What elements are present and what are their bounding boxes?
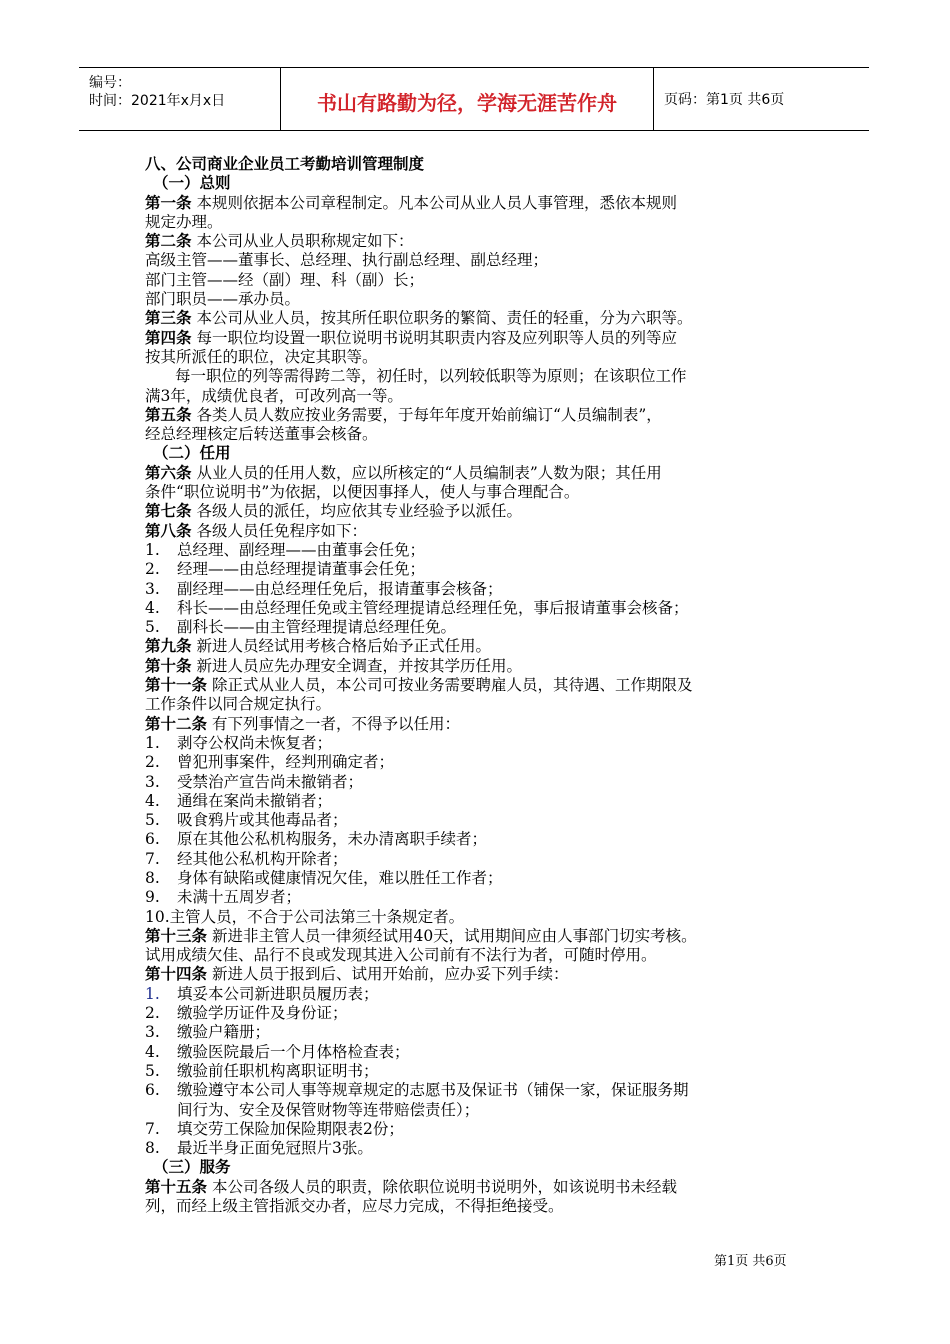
list-text: 吸食鸦片或其他毒品者； — [177, 811, 348, 830]
list-text: 副经理——由总经理任免后，报请董事会核备； — [177, 579, 503, 598]
article — [145, 927, 815, 946]
list-item — [145, 1062, 815, 1081]
list-number: 8. — [145, 868, 160, 887]
article-text: 新进非主管人员一律须经试用40天，试用期间应由人事部门切实考核。 — [211, 926, 697, 945]
article-continuation: 规定办理。 — [145, 212, 223, 231]
article-continuation: 列，而经上级主管指派交办者，应尽力完成，不得拒绝接受。 — [145, 1197, 564, 1216]
list-number: 1. — [145, 733, 160, 752]
article-continuation: 按其所派任的职位，决定其职等。 — [145, 347, 378, 366]
list-text: 经其他公私机构开除者； — [177, 849, 348, 868]
list-text: 缴验学历证件及身份证； — [177, 1004, 348, 1023]
page-header — [79, 67, 869, 131]
header-motto-cell — [281, 68, 654, 130]
article-text: 各类人员人数应按业务需要，于每年年度开始前编订“人员编制表”， — [196, 405, 662, 424]
list-item — [145, 850, 815, 869]
article-text: 本公司从业人员职称规定如下： — [196, 232, 414, 251]
list-text: 剥夺公权尚未恢复者； — [177, 733, 333, 752]
list-text: 间行为、安全及保管财物等连带赔偿责任）； — [177, 1100, 480, 1119]
document-title: 八、公司商业企业员工考勤培训管理制度 — [145, 155, 425, 173]
article-text: 除正式从业人员，本公司可按业务需要聘雇人员，其待遇、工作期限及 — [211, 676, 693, 695]
list-item — [145, 985, 815, 1004]
article — [145, 309, 815, 328]
article — [145, 232, 815, 251]
list-number: 4. — [145, 1042, 160, 1061]
article-number: 第十三条 — [145, 926, 208, 945]
document-number-label: 编号： — [89, 75, 131, 91]
list-item — [145, 753, 815, 772]
list-item — [145, 1004, 815, 1023]
list-text: 受禁治产宣告尚未撤销者； — [177, 772, 364, 791]
article-continuation: 部门主管——经（副）理、科（副）长； — [145, 270, 425, 289]
article-number: 第十四条 — [145, 965, 208, 984]
article-number: 第八条 — [145, 521, 192, 540]
list-item — [145, 773, 815, 792]
list-item — [145, 580, 815, 599]
article-text: 从业人员的任用人数，应以所核定的“人员编制表”人数为限；其任用 — [196, 463, 662, 482]
document-body — [145, 155, 815, 1216]
article-text: 有下列事情之一者，不得予以任用： — [211, 714, 460, 733]
article-number: 第六条 — [145, 463, 192, 482]
list-number: 3. — [145, 1023, 160, 1042]
article — [145, 1178, 815, 1197]
list-item — [145, 1139, 815, 1158]
article-number: 第十条 — [145, 656, 192, 675]
list-item — [145, 560, 815, 579]
list-text: 未满十五周岁者； — [177, 888, 302, 907]
article-continuation: 试用成绩欠佳、品行不良或发现其进入公司前有不法行为者，可随时停用。 — [145, 946, 657, 965]
article-text: 新进人员经试用考核合格后始予正式任用。 — [196, 637, 491, 656]
section-heading: （三）服务 — [153, 1158, 231, 1177]
article-text: 新进人员应先办理安全调查，并按其学历任用。 — [196, 656, 522, 675]
list-number: 2. — [145, 560, 160, 579]
section-heading: （一）总则 — [153, 174, 231, 193]
article-number: 第十五条 — [145, 1177, 208, 1196]
article-continuation: 条件“职位说明书”为依据，以便因事择人，使人与事合理配合。 — [145, 483, 580, 502]
article-number: 第三条 — [145, 309, 192, 328]
article — [145, 406, 815, 425]
document-time-label: 时间：2021年x月x日 — [89, 93, 226, 109]
list-text: 总经理、副经理——由董事会任免； — [177, 540, 426, 559]
list-item — [145, 734, 815, 753]
article-text: 本公司各级人员的职责，除依职位说明书说明外，如该说明书未经载 — [211, 1177, 677, 1196]
article-number: 第七条 — [145, 502, 192, 521]
list-text: 副科长——由主管经理提请总经理任免。 — [177, 618, 457, 637]
list-number: 2. — [145, 1004, 160, 1023]
article-continuation: 经总经理核定后转送董事会核备。 — [145, 425, 378, 444]
list-item — [145, 830, 815, 849]
article-continuation: 高级主管——董事长、总经理、执行副总经理、副总经理； — [145, 251, 549, 270]
article-number: 第十一条 — [145, 676, 208, 695]
article-number: 第一条 — [145, 193, 192, 212]
list-number: 7. — [145, 849, 160, 868]
list-number: 3. — [145, 579, 160, 598]
list-item — [145, 792, 815, 811]
list-number: 9. — [145, 888, 160, 907]
list-number: 5. — [145, 1061, 160, 1080]
article-number: 第四条 — [145, 328, 192, 347]
article — [145, 676, 815, 695]
article-text: 各级人员任免程序如下： — [196, 521, 367, 540]
article-continuation: 部门职员——承办员。 — [145, 290, 301, 309]
list-number: 4. — [145, 791, 160, 810]
list-item — [145, 1023, 815, 1042]
article-number: 第九条 — [145, 637, 192, 656]
page-footer-number: 第1页 共6页 — [714, 1254, 787, 1269]
list-text: 原在其他公私机构服务，未办清离职手续者； — [177, 830, 488, 849]
article — [145, 637, 815, 656]
article-number: 第五条 — [145, 405, 192, 424]
list-number: 2. — [145, 753, 160, 772]
list-item — [145, 869, 815, 888]
list-text: 填交劳工保险加保险期限表2份； — [177, 1119, 404, 1138]
article-continuation: 满3年，成绩优良者，可改列高一等。 — [145, 386, 403, 405]
article — [145, 657, 815, 676]
article — [145, 965, 815, 984]
article — [145, 329, 815, 348]
list-item — [145, 599, 815, 618]
list-number: 7. — [145, 1119, 160, 1138]
list-number: 5. — [145, 618, 160, 637]
list-item — [145, 541, 815, 560]
article — [145, 464, 815, 483]
list-number: 6. — [145, 1081, 160, 1100]
article-text: 各级人员的派任，均应依其专业经验予以派任。 — [196, 502, 522, 521]
article-text: 新进人员于报到后、试用开始前，应办妥下列手续： — [211, 965, 569, 984]
article-continuation: 工作条件以同合规定执行。 — [145, 695, 332, 714]
list-text: 填妥本公司新进职员履历表； — [177, 984, 379, 1003]
article-number: 第十二条 — [145, 714, 208, 733]
list-text: 身体有缺陷或健康情况欠佳，难以胜任工作者； — [177, 868, 503, 887]
section-heading: （二）任用 — [153, 444, 231, 463]
header-motto: 书山有路勤为径，学海无涯苦作舟 — [317, 91, 617, 115]
article-text: 每一职位均设置一职位说明书说明其职责内容及应列职等人员的列等应 — [196, 328, 677, 347]
article — [145, 194, 815, 213]
list-item — [145, 1043, 815, 1062]
list-item — [145, 811, 815, 830]
list-number: 5. — [145, 811, 160, 830]
list-text: 缴验医院最后一个月体格检查表； — [177, 1042, 410, 1061]
article-number: 第二条 — [145, 232, 192, 251]
list-number: 4. — [145, 598, 160, 617]
header-meta-cell — [79, 68, 281, 130]
list-number: 1. — [145, 540, 160, 559]
list-item — [145, 1120, 815, 1139]
list-number: 1. — [145, 984, 160, 1003]
list-item — [145, 618, 815, 637]
list-text: 缴验前任职机构离职证明书； — [177, 1061, 379, 1080]
list-item: 10.主管人员，不合于公司法第三十条规定者。 — [145, 907, 465, 926]
list-text: 科长——由总经理任免或主管经理提请总经理任免，事后报请董事会核备； — [177, 598, 689, 617]
list-item-continuation — [145, 1101, 815, 1120]
article — [145, 715, 815, 734]
article-paragraph: 每一职位的列等需得跨二等，初任时，以列较低职等为原则；在该职位工作 — [175, 367, 687, 386]
list-text: 经理——由总经理提请董事会任免； — [177, 560, 426, 579]
list-text: 缴验遵守本公司人事等规章规定的志愿书及保证书（铺保一家，保证服务期 — [177, 1081, 689, 1100]
list-text: 通缉在案尚未撤销者； — [177, 791, 333, 810]
list-number: 8. — [145, 1139, 160, 1158]
list-number: 6. — [145, 830, 160, 849]
article-text: 本规则依据本公司章程制定。凡本公司从业人员人事管理，悉依本规则 — [196, 193, 677, 212]
article — [145, 502, 815, 521]
list-text: 最近半身正面免冠照片3张。 — [177, 1139, 373, 1158]
list-item — [145, 888, 815, 907]
list-item — [145, 1081, 815, 1100]
list-number: 3. — [145, 772, 160, 791]
list-text: 缴验户籍册； — [177, 1023, 271, 1042]
list-text: 曾犯刑事案件，经判刑确定者； — [177, 753, 395, 772]
article — [145, 522, 815, 541]
article-text: 本公司从业人员，按其所任职位职务的繁简、责任的轻重，分为六职等。 — [196, 309, 693, 328]
header-page-number: 页码：第1页 共6页 — [664, 92, 785, 108]
header-page-cell — [654, 68, 869, 130]
